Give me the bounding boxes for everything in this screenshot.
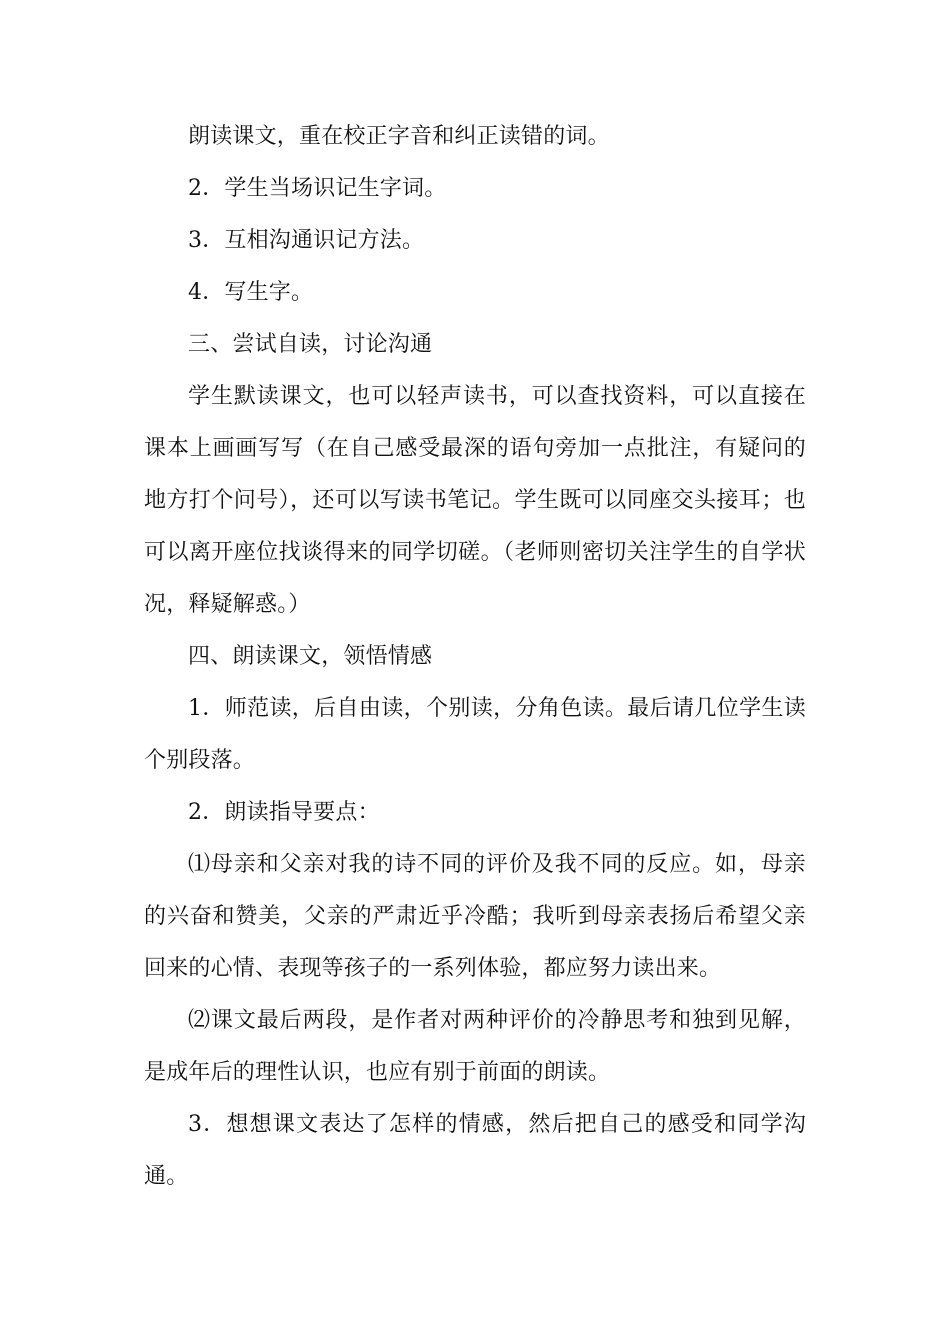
- document-body: [144, 111, 806, 1203]
- section-heading-4: 四、朗读课文，领悟情感: [188, 644, 433, 669]
- paragraph-reading-step-3: 3．想想课文表达了怎样的情感，然后把自己的感受和同学沟通。: [144, 1112, 806, 1189]
- paragraph-reading-step-1: 1．师范读，后自由读，个别读，分角色读。最后请几位学生读个别段落。: [144, 696, 806, 773]
- section-heading-3: 三、尝试自读，讨论沟通: [188, 332, 433, 357]
- paragraph-step-4-write: 4．写生字。: [188, 280, 314, 305]
- paragraph-step-2-memorize: 2．学生当场识记生字词。: [188, 176, 447, 201]
- paragraph-guidance-point-1: ⑴母亲和父亲对我的诗不同的评价及我不同的反应。如，母亲的兴奋和赞美，父亲的严肃近乎冷酷；我听到母亲表扬后希望父亲回来的心情、表现等孩子的一系列体验，都应努力读出来。: [144, 852, 806, 981]
- paragraph-guidance-point-2: ⑵课文最后两段，是作者对两种评价的冷静思考和独到见解，是成年后的理性认识，也应有别于前面的朗读。: [144, 1008, 806, 1085]
- paragraph-intro-reading: 朗读课文，重在校正字音和纠正读错的词。: [188, 124, 610, 149]
- paragraph-self-reading: 学生默读课文，也可以轻声读书，可以查找资料，可以直接在课本上画画写写（在自己感受最深的语句旁加一点批注，有疑问的地方打个问号），还可以写读书笔记。学生既可以同座交头接耳；也可以离开座位找谈得来的同学切磋。（老师则密切关注学生的自学状况，释疑解惑。）: [144, 384, 806, 617]
- paragraph-reading-step-2: 2．朗读指导要点：: [188, 800, 380, 825]
- paragraph-step-3-methods: 3．互相沟通识记方法。: [188, 228, 425, 253]
